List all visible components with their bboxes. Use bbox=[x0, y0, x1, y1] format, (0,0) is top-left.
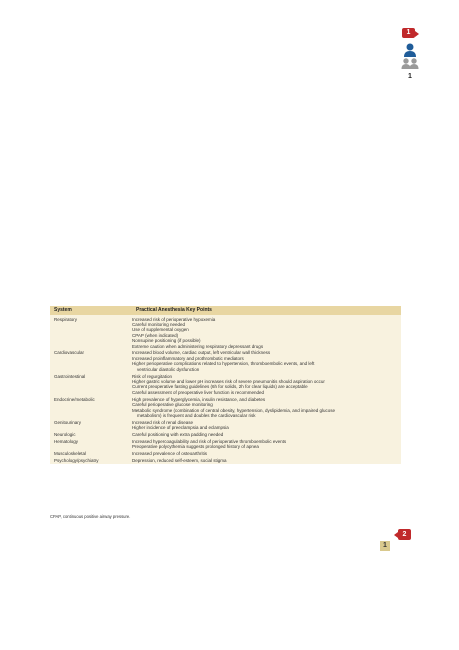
table-row bbox=[50, 450, 401, 457]
table-body bbox=[50, 315, 401, 464]
key-point: Metabolic syndrome (combination of central obesity, hypertension, dyslipidemia, and impaired glucose bbox=[132, 407, 336, 413]
key-point: Careful positioning with extra padding needed bbox=[132, 432, 224, 438]
key-points-cell bbox=[132, 439, 401, 450]
key-point: ventricular diastolic dysfunction bbox=[137, 366, 200, 372]
key-point: Depression, reduced self-esteem, social stigma bbox=[132, 458, 227, 464]
people-icon-graphic bbox=[400, 43, 420, 73]
key-point: Use of supplemental oxygen bbox=[132, 327, 189, 333]
system-cell: Musculoskeletal bbox=[54, 451, 87, 457]
system-cell: Gastrointestinal bbox=[54, 373, 86, 379]
key-points-cell bbox=[132, 374, 401, 396]
key-point: Careful perioperative glucose monitoring bbox=[132, 402, 213, 408]
video-icon[interactable] bbox=[398, 529, 411, 540]
key-point: Higher gastric volume and lower pH increases risk of severe pneumonitis should aspiration occur bbox=[132, 378, 325, 384]
key-point: Increased risk of perioperative hypoxemia bbox=[132, 316, 216, 322]
table-row bbox=[50, 315, 401, 349]
system-cell: Neurologic bbox=[54, 432, 76, 438]
key-point: Higher perioperative complications related to hypertension, thromboembolic events, and left bbox=[132, 361, 315, 367]
system-cell: Cardiovascular bbox=[54, 350, 85, 356]
page-number: 1 bbox=[380, 541, 390, 551]
table-row bbox=[50, 438, 401, 450]
key-points-cell bbox=[132, 397, 401, 419]
key-point: Higher incidence of preeclampsia and eclampsia bbox=[132, 425, 229, 431]
key-point: Increased hypercoagulability and risk of perioperative thromboembolic events bbox=[132, 439, 287, 445]
key-point: Preoperative polycythemia suggests prolonged history of apnea bbox=[132, 444, 259, 450]
people-count: 1 bbox=[408, 73, 412, 80]
table-row bbox=[50, 418, 401, 430]
key-point: Careful assessment of preoperative liver function is recommended bbox=[132, 389, 265, 395]
key-point: Increased prevalence of osteoarthritis bbox=[132, 451, 208, 457]
key-point: High prevalence of hyperglycemia, insulin resistance, and diabetes bbox=[132, 396, 266, 402]
table-header bbox=[50, 306, 401, 315]
key-point: Increased risk of renal disease bbox=[132, 419, 194, 425]
system-cell: Hematology bbox=[54, 439, 79, 445]
people-icon[interactable] bbox=[400, 43, 420, 78]
table-row bbox=[50, 349, 401, 372]
key-points-cell bbox=[132, 458, 401, 463]
header-system: System bbox=[54, 306, 72, 313]
key-points-cell bbox=[132, 317, 401, 349]
anesthesia-key-points-table bbox=[50, 306, 401, 464]
key-points-cell bbox=[132, 432, 401, 437]
table-row bbox=[50, 457, 401, 464]
table-row bbox=[50, 372, 401, 395]
video-badge-number: 1 bbox=[406, 29, 411, 36]
system-cell: Psychology/psychiatry bbox=[54, 458, 99, 464]
table-row bbox=[50, 431, 401, 438]
key-point: Nonsupine positioning (if possible) bbox=[132, 338, 201, 344]
key-points-cell bbox=[132, 420, 401, 431]
table-row bbox=[50, 395, 401, 418]
key-point: Extreme caution when administering respiratory depressant drugs bbox=[132, 343, 264, 349]
header-key-points: Practical Anesthesia Key Points bbox=[136, 306, 212, 313]
video-icon[interactable] bbox=[402, 28, 415, 38]
key-point: Increased proinflammatory and prothrombotic mediators bbox=[132, 355, 244, 361]
table-footnote: CPAP, continuous positive airway pressure. bbox=[50, 514, 131, 519]
system-cell: Genitourinary bbox=[54, 419, 82, 425]
key-point: Careful monitoring needed bbox=[132, 321, 186, 327]
key-point: Current preoperative fasting guidelines (6h for solids, 2h for clear liquids) are acceptable bbox=[132, 384, 308, 390]
system-cell: Respiratory bbox=[54, 316, 78, 322]
video-badge-number: 2 bbox=[402, 531, 407, 538]
key-point: CPAP (when indicated) bbox=[132, 332, 179, 338]
key-points-cell bbox=[132, 451, 401, 456]
key-point: metabolism) is frequent and doubles the cardiovascular risk bbox=[137, 412, 256, 418]
system-cell: Endocrine/metabolic bbox=[54, 396, 95, 402]
key-point: Increased blood volume, cardiac output, left ventricular wall thickness bbox=[132, 350, 271, 356]
key-points-cell bbox=[132, 350, 401, 372]
key-point: Risk of regurgitation bbox=[132, 373, 173, 379]
